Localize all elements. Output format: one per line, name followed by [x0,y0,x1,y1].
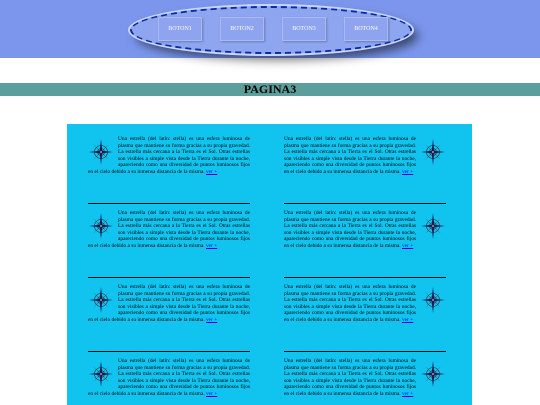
article-card [284,358,446,405]
article-text: Una estrella (del latín: stella) es una esfera luminosa de plasma que mantiene su forma gracias a su propia gravedad. La estrella más cercana a la Tierra es el Sol. Otras estrellas son visibles a simple vista desde la Tierra durante la noche, apareciendo como una diversidad de puntos luminosos fijos en el cielo debido a su inmensa distancia de la misma. [284,284,416,323]
article-card [88,136,250,200]
top-navigation-bar [0,0,540,58]
page-title: PAGINA3 [0,83,540,96]
read-more-link[interactable]: ver + [401,316,414,323]
compass-star-icon [88,286,114,314]
article-text: Una estrella (del latín: stella) es una esfera luminosa de plasma que mantiene su forma gracias a su propia gravedad. La estrella más cercana a la Tierra es el Sol. Otras estrellas son visibles a simple vista desde la Tierra durante la noche, apareciendo como una diversidad de puntos luminosos fijos en el cielo debido a su inmensa distancia de la misma. [88,358,250,397]
nav-button-2[interactable]: BOTON2 [220,17,264,41]
article-text: Una estrella (del latín: stella) es una esfera luminosa de plasma que mantiene su forma gracias a su propia gravedad. La estrella más cercana a la Tierra es el Sol. Otras estrellas son visibles a simple vista desde la Tierra durante la noche, apareciendo como una diversidad de puntos luminosos fijos en el cielo debido a su inmensa distancia de la misma. [88,284,250,323]
read-more-link[interactable]: ver + [205,168,218,175]
article-text: Una estrella (del latín: stella) es una esfera luminosa de plasma que mantiene su forma gracias a su propia gravedad. La estrella más cercana a la Tierra es el Sol. Otras estrellas son visibles a simple vista desde la Tierra durante la noche, apareciendo como una diversidad de puntos luminosos fijos en el cielo debido a su inmensa distancia de la misma. [284,358,416,397]
read-more-link[interactable]: ver + [401,168,414,175]
article-card [88,358,250,405]
compass-star-icon [88,212,114,240]
article-text: Una estrella (del latín: stella) es una esfera luminosa de plasma que mantiene su forma gracias a su propia gravedad. La estrella más cercana a la Tierra es el Sol. Otras estrellas son visibles a simple vista desde la Tierra durante la noche, apareciendo como una diversidad de puntos luminosos fijos en el cielo debido a su inmensa distancia de la misma. [284,210,416,249]
article-text: Una estrella (del latín: stella) es una esfera luminosa de plasma que mantiene su forma gracias a su propia gravedad. La estrella más cercana a la Tierra es el Sol. Otras estrellas son visibles a simple vista desde la Tierra durante la noche, apareciendo como una diversidad de puntos luminosos fijos en el cielo debido a su inmensa distancia de la misma. [88,136,250,175]
card-separator [88,203,250,204]
article-card [88,284,250,348]
read-more-link[interactable]: ver + [401,242,414,249]
compass-star-icon [420,138,446,166]
compass-star-icon [88,138,114,166]
card-separator [284,277,446,278]
compass-star-icon [420,360,446,388]
compass-star-icon [420,286,446,314]
read-more-link[interactable]: ver + [205,316,218,323]
read-more-link[interactable]: ver + [205,390,218,397]
read-more-link[interactable]: ver + [401,390,414,397]
card-separator [284,351,446,352]
nav-button-1[interactable]: BOTON1 [158,17,202,41]
article-card [284,210,446,274]
card-separator [88,351,250,352]
content-panel [67,124,472,405]
compass-star-icon [88,360,114,388]
article-text: Una estrella (del latín: stella) es una esfera luminosa de plasma que mantiene su forma gracias a su propia gravedad. La estrella más cercana a la Tierra es el Sol. Otras estrellas son visibles a simple vista desde la Tierra durante la noche, apareciendo como una diversidad de puntos luminosos fijos en el cielo debido a su inmensa distancia de la misma. [284,136,416,175]
article-text: Una estrella (del latín: stella) es una esfera luminosa de plasma que mantiene su forma gracias a su propia gravedad. La estrella más cercana a la Tierra es el Sol. Otras estrellas son visibles a simple vista desde la Tierra durante la noche, apareciendo como una diversidad de puntos luminosos fijos en el cielo debido a su inmensa distancia de la misma. [88,210,250,249]
card-separator [284,203,446,204]
article-card [284,136,446,200]
compass-star-icon [420,212,446,240]
nav-button-3[interactable]: BOTON3 [282,17,326,41]
nav-button-4[interactable]: BOTON4 [344,17,388,41]
card-separator [88,277,250,278]
read-more-link[interactable]: ver + [205,242,218,249]
article-card [284,284,446,348]
article-card [88,210,250,274]
